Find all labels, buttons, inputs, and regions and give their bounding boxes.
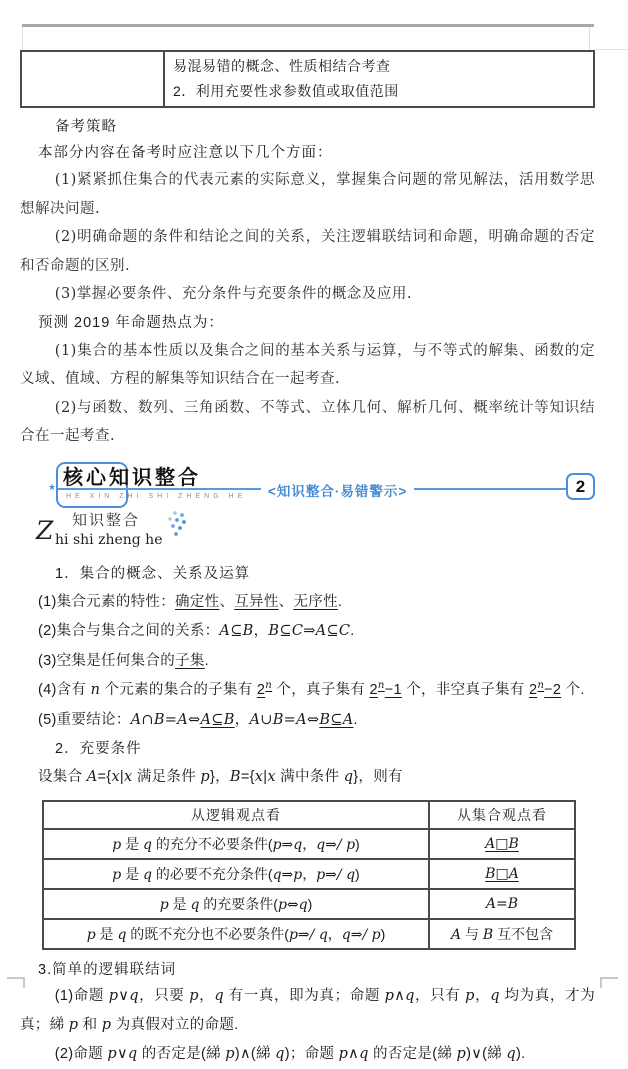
logo-label: 知识整合: [72, 511, 141, 529]
exam-focus-line1: 易混易错的概念、性质相结合考查: [173, 58, 391, 74]
page-corner-mark: [600, 977, 602, 988]
set-cell: A 与 B 互不包含: [429, 919, 575, 949]
banner-tagline: <知识整合·易错警示>: [261, 480, 414, 500]
logic-cell: p 是 q 的必要不充分条件(q⇒p，p⇒/ q): [43, 859, 429, 889]
logo-big-letter: Z: [36, 515, 54, 545]
strategy-point-1: (1)紧紧抓住集合的代表元素的实际意义，掌握集合问题的常见解法，活用数学思想解决问题.: [20, 172, 595, 217]
knowledge-item-4: (4)含有 n 个元素的集合的子集有 2$^n$ 个，真子集有 $2^n-1$ 个，非空真子集有 $2^n-2$ 个.: [38, 680, 585, 698]
strategy-point-2: (2)明确命题的条件和结论之间的关系，关注逻辑联结词和命题，明确命题的否定和否命题的区别.: [20, 229, 595, 274]
strategy-intro: 本部分内容在备考时应注意以下几个方面：: [38, 145, 333, 161]
knowledge-item-2: (2)集合与集合之间的关系：A⊆B，B⊆C⇒A⊆C.: [38, 623, 355, 639]
table-header-row: [43, 801, 575, 829]
banner-title: 核心知识整合: [63, 466, 201, 489]
exam-focus-empty-cell: [21, 51, 164, 107]
logic-point-2: (2)命题 p∨q 的否定是(綈 p)∧(綈 q)；命题 p∧q 的否定是(綈 p)∨(綈 q).: [54, 1045, 526, 1062]
page-corner-mark: [601, 977, 618, 979]
strategy-point-3: (3)掌握必要条件、充分条件与充要条件的概念及应用.: [54, 286, 412, 302]
knowledge-item-5: (5)重要结论：A∩B=A⇔A⊆B，A∪B=A⇔B⊆A.: [38, 711, 358, 728]
predict-title: 预测 2019 年命题热点为：: [38, 314, 224, 331]
knowledge-heading-3: 3.简单的逻辑联结词: [38, 961, 177, 978]
logic-vs-set-table: [42, 800, 576, 950]
strategy-title: 备考策略: [55, 119, 117, 135]
logo-pinyin-rest: hi shi zheng he: [55, 531, 163, 548]
logic-cell: p 是 q 的既不充分也不必要条件(p⇒/ q，q⇒/ p): [43, 919, 429, 949]
knowledge-logo: [36, 508, 595, 560]
table-row: [43, 919, 575, 949]
table-row: [43, 889, 575, 919]
predict-point-2: (2)与函数、数列、三角函数、不等式、立体几何、解析几何、概率统计等知识结合在一起考查.: [20, 399, 595, 444]
section-banner: [48, 461, 595, 508]
logic-view-header: 从逻辑观点看: [43, 801, 429, 829]
condition-setup-line: 设集合 A={x|x 满足条件 p}，B={x|x 满中条件 q}，则有: [38, 769, 403, 785]
knowledge-item-3: (3)空集是任何集合的子集.: [38, 652, 209, 669]
predict-point-1: (1)集合的基本性质以及集合之间的基本关系与运算，与不等式的解集、函数的定义域、值域、方程的解集等知识结合在一起考查.: [20, 342, 595, 387]
dots-decoration-icon: [162, 510, 188, 538]
set-cell: A□B: [429, 829, 575, 859]
knowledge-heading-1: 1．集合的概念、关系及运算: [55, 565, 251, 582]
set-cell: A=B: [429, 889, 575, 919]
exam-focus-content-cell: [164, 51, 594, 107]
page-number-badge: 2: [566, 473, 595, 500]
exam-focus-line2: 2．利用充要性求参数值或取值范围: [173, 83, 399, 99]
banner-pinyin: HE XIN ZHI SHI ZHENG HE: [66, 492, 247, 500]
table-row: [21, 51, 594, 107]
page-corner-mark: [23, 977, 25, 988]
logic-cell: p 是 q 的充分不必要条件(p⇒q，q⇒/ p): [43, 829, 429, 859]
exam-focus-table: [20, 50, 595, 108]
star-icon: ★: [48, 481, 57, 492]
page-corner-mark: [7, 977, 24, 979]
knowledge-heading-2: 2．充要条件: [55, 741, 142, 757]
logic-cell: p 是 q 的充要条件(p⇔q): [43, 889, 429, 919]
set-cell: B□A: [429, 859, 575, 889]
table-row: [43, 859, 575, 889]
table-row: [43, 829, 575, 859]
logic-point-1: (1)命题 p∨q，只要 p，q 有一真，即为真；命题 p∧q，只有 p，q 均为真，才为真；綈 p 和 p 为真假对立的命题.: [20, 987, 595, 1033]
knowledge-item-1: (1)集合元素的特性：确定性、互异性、无序性.: [38, 593, 343, 610]
set-view-header: 从集合观点看: [429, 801, 575, 829]
